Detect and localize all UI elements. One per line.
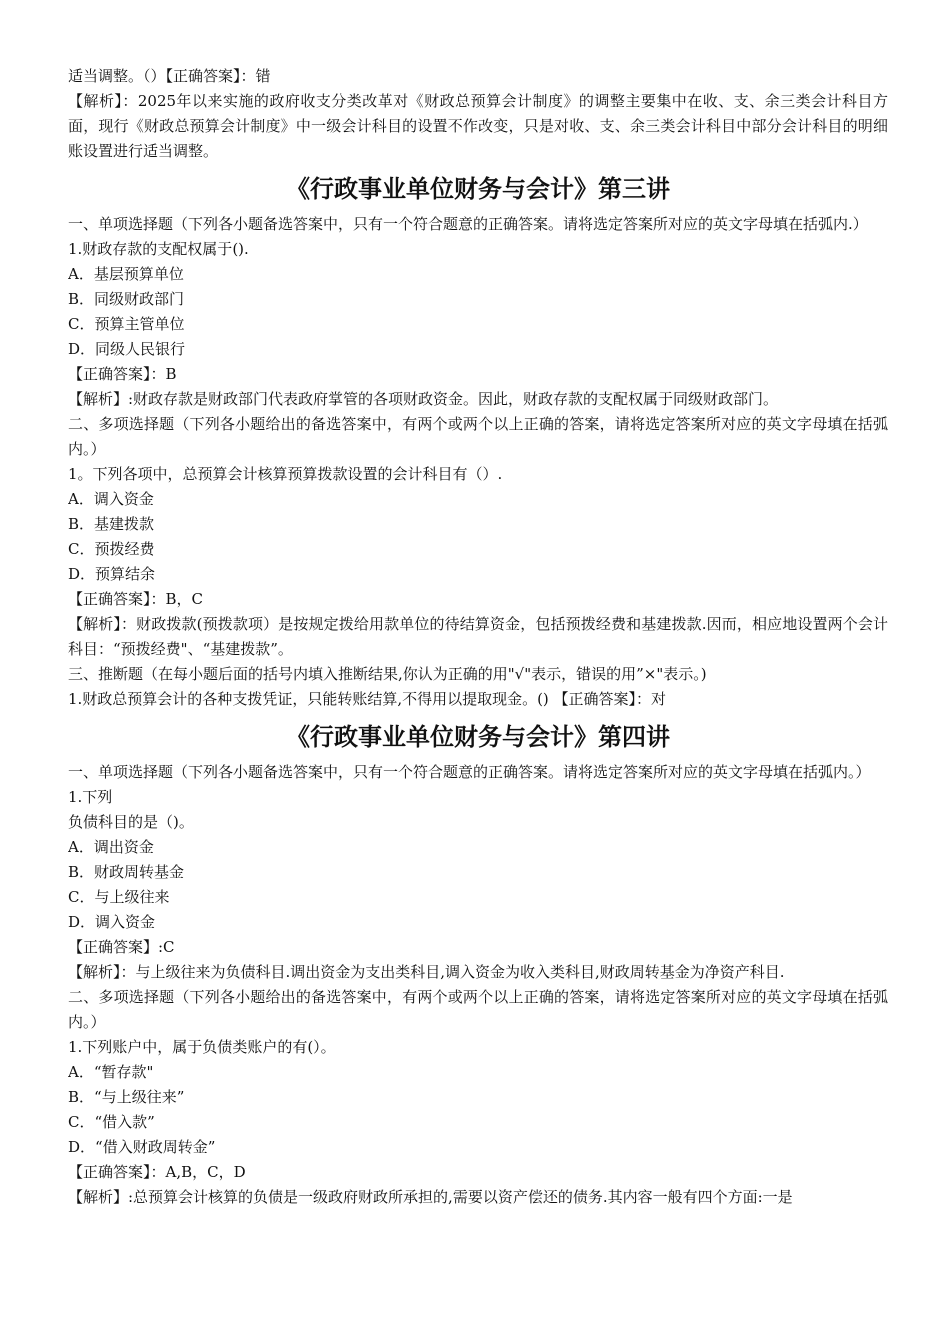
l3-q2-analysis: 【解析】：财政拨款(预拨款项）是按规定拨给用款单位的待结算资金，包括预拨经费和基建拨款.因而，相应地设置两个会计科目：“预拨经费"、“基建拨款”。 (68, 615, 888, 658)
l3-single-choice-header: 一、单项选择题（下列各小题备选答案中，只有一个符合题意的正确答案。请将选定答案所对应的英文字母填在括弧内.） (68, 215, 868, 233)
l4-q2-analysis: 【解析】:总预算会计核算的负债是一级政府财政所承担的,需要以资产偿还的债务.其内容一般有四个方面:一是 (68, 1188, 793, 1206)
l3-judge-header: 三、推断题（在每小题后面的括号内填入推断结果,你认为正确的用"√"表示，错误的用”×"表示。) (68, 665, 707, 683)
l4-q1-question-part1: 1.下列 (68, 788, 113, 806)
l3-q2-option-d: D．预算结余 (68, 565, 156, 583)
l4-q1-analysis: 【解析】：与上级往来为负债科目.调出资金为支出类科目,调入资金为收入类科目,财政周转基金为净资产科目. (68, 963, 785, 981)
lecture4-title: 《行政事业单位财务与会计》第四讲 (286, 722, 670, 751)
l3-q1-analysis: 【解析】:财政存款是财政部门代表政府掌管的各项财政资金。因此，财政存款的支配权属于同级财政部门。 (68, 390, 779, 408)
document-page (68, 64, 888, 1210)
l3-q1-option-c: C．预算主管单位 (68, 315, 185, 333)
intro-analysis: 【解析】：2025年以来实施的政府收支分类改革对《财政总预算会计制度》的调整主要集中在收、支、余三类会计科目方面，现行《财政总预算会计制度》中一级会计科目的设置不作改变，只是对收、支、余三类会计科目中部分会计科目的明细账设置进行适当调整。 (68, 92, 888, 160)
l3-q2-answer: 【正确答案】：B，C (68, 590, 204, 608)
intro-answer-line: 适当调整。（）【正确答案】：错 (68, 67, 271, 85)
l3-q2-option-a: A．调入资金 (68, 490, 154, 508)
l4-q2-option-a: A．“暂存款" (68, 1063, 154, 1081)
l3-q1-option-a: A．基层预算单位 (68, 265, 184, 283)
l3-q2-option-c: C．预拨经费 (68, 540, 155, 558)
l4-q1-option-b: B．财政周转基金 (68, 863, 185, 881)
l4-q2-question: 1.下列账户中，属于负债类账户的有(）。 (68, 1038, 336, 1056)
l4-q2-option-c: C．“借入款” (68, 1113, 155, 1131)
l4-multi-choice-header: 二、多项选择题（下列各小题给出的备选答案中，有两个或两个以上正确的答案，请将选定答案所对应的英文字母填在括弧内。） (68, 988, 888, 1031)
l4-q1-question-part2: 负债科目的是（)。 (68, 813, 194, 831)
l3-q1-option-d: D．同级人民银行 (68, 340, 186, 358)
l4-q1-option-a: A．调出资金 (68, 838, 154, 856)
l3-q2-option-b: B．基建拨款 (68, 515, 155, 533)
l3-q1-answer: 【正确答案】：B (68, 365, 177, 383)
l4-q1-answer: 【正确答案】:C (68, 938, 175, 956)
l4-single-choice-header: 一、单项选择题（下列各小题备选答案中，只有一个符合题意的正确答案。请将选定答案所对应的英文字母填在括弧内。） (68, 763, 871, 781)
l4-q1-option-c: C．与上级往来 (68, 888, 170, 906)
l3-q3-question: 1.财政总预算会计的各种支拨凭证，只能转账结算,不得用以提取现金。() 【正确答案】：对 (68, 690, 667, 708)
l3-multi-choice-header: 二、多项选择题（下列各小题给出的备选答案中，有两个或两个以上正确的答案，请将选定答案所对应的英文字母填在括弧内。） (68, 415, 888, 458)
l4-q2-option-d: D．“借入财政周转金” (68, 1138, 216, 1156)
l3-q1-question: 1.财政存款的支配权属于(). (68, 240, 249, 258)
l4-q1-option-d: D．调入资金 (68, 913, 156, 931)
l3-q2-question: 1。下列各项中，总预算会计核算预算拨款设置的会计科目有（）. (68, 465, 503, 483)
l4-q2-answer: 【正确答案】：A,B，C，D (68, 1163, 246, 1181)
l4-q2-option-b: B．“与上级往来” (68, 1088, 185, 1106)
lecture3-title: 《行政事业单位财务与会计》第三讲 (286, 174, 670, 203)
l3-q1-option-b: B．同级财政部门 (68, 290, 185, 308)
